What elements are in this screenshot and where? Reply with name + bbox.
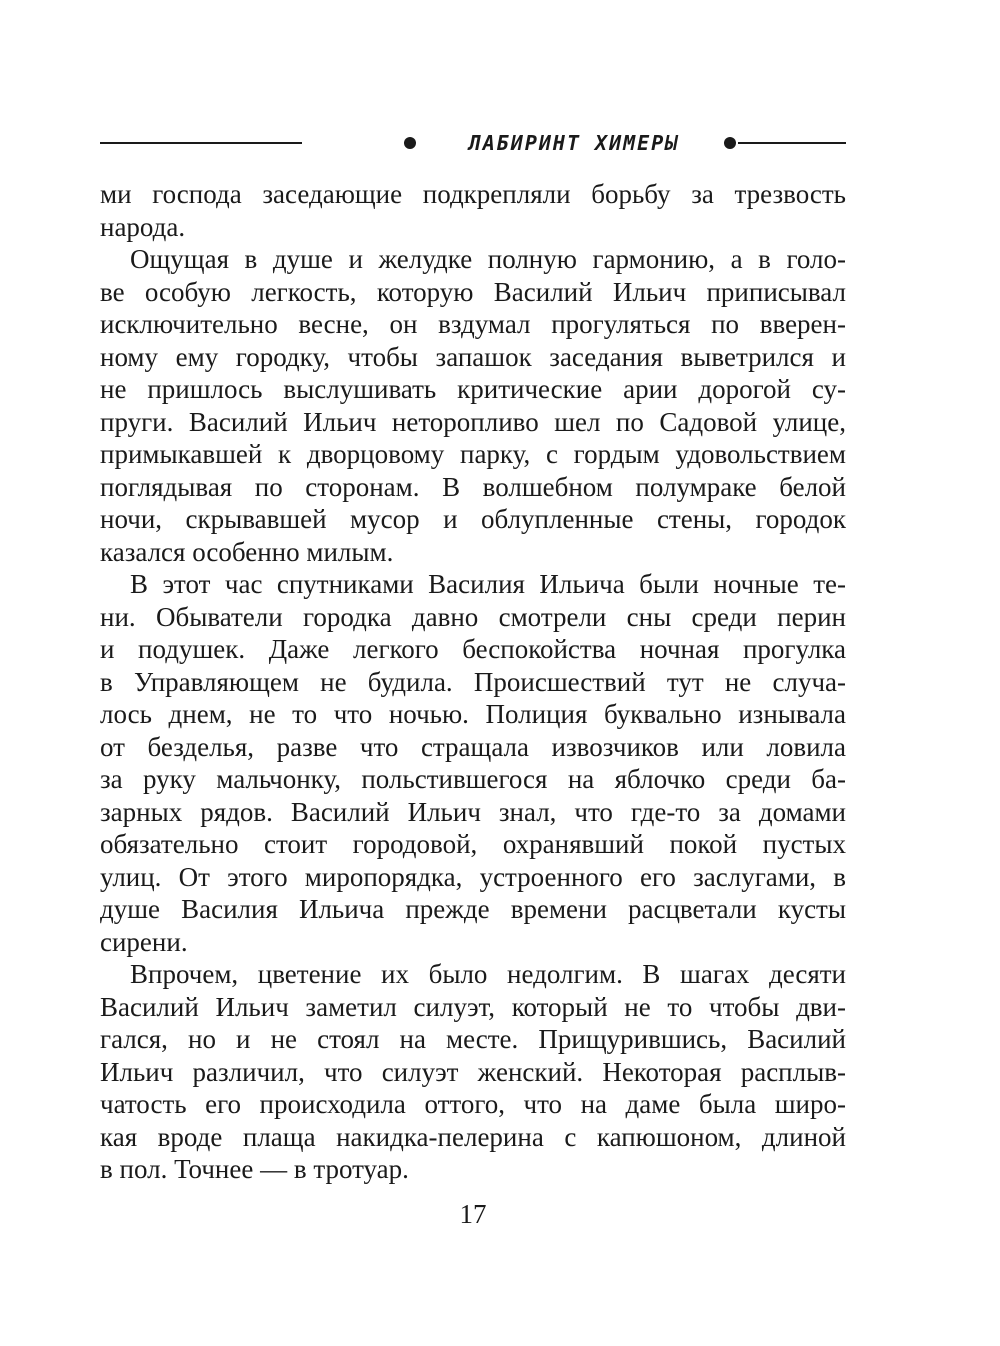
text-line: казался особенно милым. [100, 536, 394, 567]
paragraph [100, 243, 846, 568]
running-title: ЛАБИРИНТ ХИМЕРЫ [468, 131, 680, 155]
text-line: зарных рядов. Василий Ильич знал, что где-то за домами [100, 796, 846, 827]
text-line: В этот час спутниками Василия Ильича были ночные те- [130, 569, 846, 599]
text-line: примыкавшей к дворцовому парку, с гордым удовольствием [100, 439, 846, 469]
text-line: обязательно стоит городовой, охранявший покой пустых [100, 829, 846, 859]
text-line: не пришлось выслушивать критические арии дорогой су- [100, 374, 846, 404]
text-line: пруги. Василий Ильич неторопливо шел по Садовой улице, [100, 406, 846, 437]
header-bullet-right [724, 137, 736, 149]
text-line: народа. [100, 211, 186, 242]
text-line: гался, но и не стоял на месте. Прищурившись, Василий [100, 1024, 846, 1054]
text-line: исключительно весне, он вздумал прогуляться по вверен- [100, 309, 846, 339]
text-line: ному ему городку, чтобы запашок заседания выветрился и [100, 341, 846, 372]
text-line: Василий Ильич заметил силуэт, который не то чтобы дви- [100, 991, 846, 1022]
header-bullet-left [404, 137, 416, 149]
paragraph [100, 958, 846, 1186]
text-line: Ильич различил, что силуэт женский. Некоторая расплыв- [100, 1056, 846, 1087]
text-line: ночи, скрывавшей мусор и облупленные стены, городок [100, 504, 846, 534]
text-line: в Управляющем не будила. Происшествий тут не случа- [100, 666, 846, 697]
text-line: душе Василия Ильича прежде времени расцветали кусты [100, 894, 846, 924]
header-rule-left [100, 142, 302, 144]
header-rule-right [738, 142, 846, 144]
text-line: лось днем, не то что ночью. Полиция буквально изнывала [100, 699, 846, 729]
running-header [100, 128, 846, 158]
text-line: от безделья, разве что стращала извозчиков или ловила [100, 731, 846, 762]
page-number: 17 [459, 1199, 487, 1229]
paragraph [100, 568, 846, 958]
text-line: и подушек. Даже легкого беспокойства ночная прогулка [100, 634, 846, 664]
paragraph [100, 178, 846, 243]
text-line: чатость его происходила оттого, что на даме была широ- [100, 1089, 846, 1119]
text-line: за руку мальчонку, польстившегося на яблочко среди ба- [100, 764, 846, 794]
text-line: поглядывая по сторонам. В волшебном полумраке белой [100, 471, 846, 502]
text-line: ни. Обыватели городка давно смотрели сны среди перин [100, 601, 846, 632]
text-line: кая вроде плаща накидка-пелерина с капюшоном, длиной [100, 1121, 846, 1152]
text-line: ве особую легкость, которую Василий Ильич приписывал [100, 276, 846, 307]
body-text [100, 178, 846, 1186]
text-line: в пол. Точнее — в тротуар. [100, 1154, 409, 1184]
text-line: Ощущая в душе и желудке полную гармонию, а в голо- [130, 244, 846, 274]
text-line: ми господа заседающие подкрепляли борьбу за трезвость [100, 179, 846, 209]
text-line: Впрочем, цветение их было недолгим. В шагах десяти [130, 959, 846, 989]
text-line: сирени. [100, 926, 188, 957]
text-line: улиц. От этого миропорядка, устроенного его заслугами, в [100, 861, 846, 892]
